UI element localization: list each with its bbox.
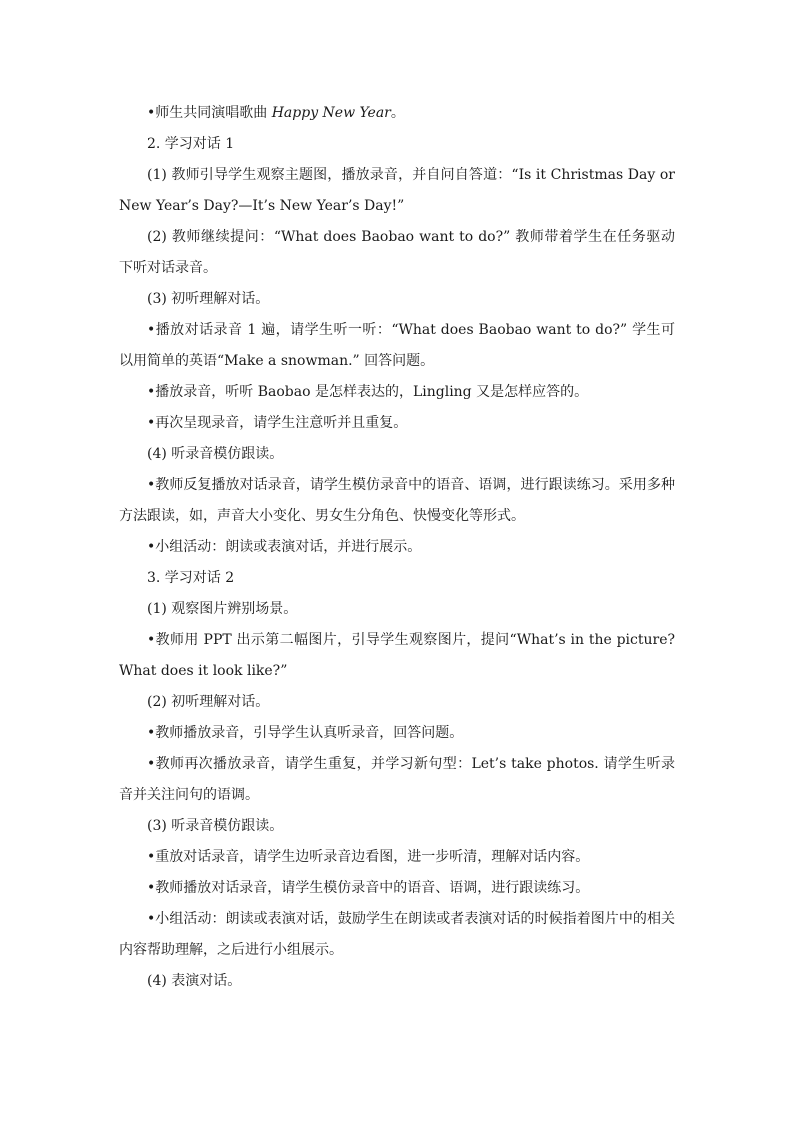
paragraph-p3 (119, 160, 675, 222)
paragraph-p12 (119, 563, 675, 594)
paragraph-text: •重放对话录音，请学生边听录音边看图，进一步听清，理解对话内容。 (147, 849, 590, 865)
paragraph-p1 (119, 98, 675, 129)
paragraph-text: (4) 表演对话。 (147, 973, 242, 989)
paragraph-p8 (119, 408, 675, 439)
paragraph-p17 (119, 749, 675, 811)
paragraph-text: •小组活动：朗读或表演对话，并进行展示。 (147, 539, 422, 555)
paragraph-text: •小组活动：朗读或表演对话，鼓励学生在朗读或者表演对话的时候指着图片中的相关内容帮助理解，之后进行小组展示。 (119, 911, 675, 958)
paragraph-text: •播放录音，听听 Baobao 是怎样表达的，Lingling 又是怎样应答的。 (147, 384, 589, 400)
paragraph-p20 (119, 873, 675, 904)
paragraph-text: (2) 教师继续提问：“What does Baobao want to do?” 教师带着学生在任务驱动下听对话录音。 (119, 229, 675, 276)
paragraph-text: 3. 学习对话 2 (147, 570, 235, 586)
paragraph-p21 (119, 904, 675, 966)
paragraph-text: (1) 观察图片辨别场景。 (147, 601, 298, 617)
paragraph-p2 (119, 129, 675, 160)
paragraph-p15 (119, 687, 675, 718)
paragraph-p4 (119, 222, 675, 284)
paragraph-p7 (119, 377, 675, 408)
document-body (119, 98, 675, 997)
paragraph-text: (2) 初听理解对话。 (147, 694, 270, 710)
paragraph-text: •教师用 PPT 出示第二幅图片，引导学生观察图片，提问“What’s in the picture? What does it look like?” (119, 632, 675, 679)
paragraph-text: (1) 教师引导学生观察主题图，播放录音，并自问自答道：“Is it Christmas Day or New Year’s Day?—It’s New Year’s Day!” (119, 167, 675, 214)
song-title: Happy New Year (271, 105, 391, 121)
paragraph-p16 (119, 718, 675, 749)
paragraph-p14 (119, 625, 675, 687)
paragraph-text: (4) 听录音模仿跟读。 (147, 446, 284, 462)
paragraph-p18 (119, 811, 675, 842)
paragraph-p9 (119, 439, 675, 470)
paragraph-text: •再次呈现录音，请学生注意听并且重复。 (147, 415, 408, 431)
paragraph-p22 (119, 966, 675, 997)
paragraph-text: 。 (390, 105, 405, 121)
paragraph-p13 (119, 594, 675, 625)
paragraph-p11 (119, 532, 675, 563)
paragraph-text: 2. 学习对话 1 (147, 136, 235, 152)
paragraph-p6 (119, 315, 675, 377)
paragraph-text: (3) 听录音模仿跟读。 (147, 818, 284, 834)
paragraph-p19 (119, 842, 675, 873)
paragraph-p5 (119, 284, 675, 315)
paragraph-text: •教师播放录音，引导学生认真听录音，回答问题。 (147, 725, 464, 741)
paragraph-p10 (119, 470, 675, 532)
paragraph-text: •教师再次播放录音，请学生重复，并学习新句型：Let’s take photos. 请学生听录音并关注问句的语调。 (119, 756, 675, 803)
paragraph-text: •师生共同演唱歌曲 (147, 105, 272, 121)
paragraph-text: •播放对话录音 1 遍，请学生听一听：“What does Baobao want to do?” 学生可以用简单的英语“Make a snowman.” 回答问题。 (119, 322, 675, 369)
paragraph-text: (3) 初听理解对话。 (147, 291, 270, 307)
paragraph-text: •教师反复播放对话录音，请学生模仿录音中的语音、语调，进行跟读练习。采用多种方法跟读，如，声音大小变化、男女生分角色、快慢变化等形式。 (119, 477, 675, 524)
paragraph-text: •教师播放对话录音，请学生模仿录音中的语音、语调，进行跟读练习。 (147, 880, 590, 896)
